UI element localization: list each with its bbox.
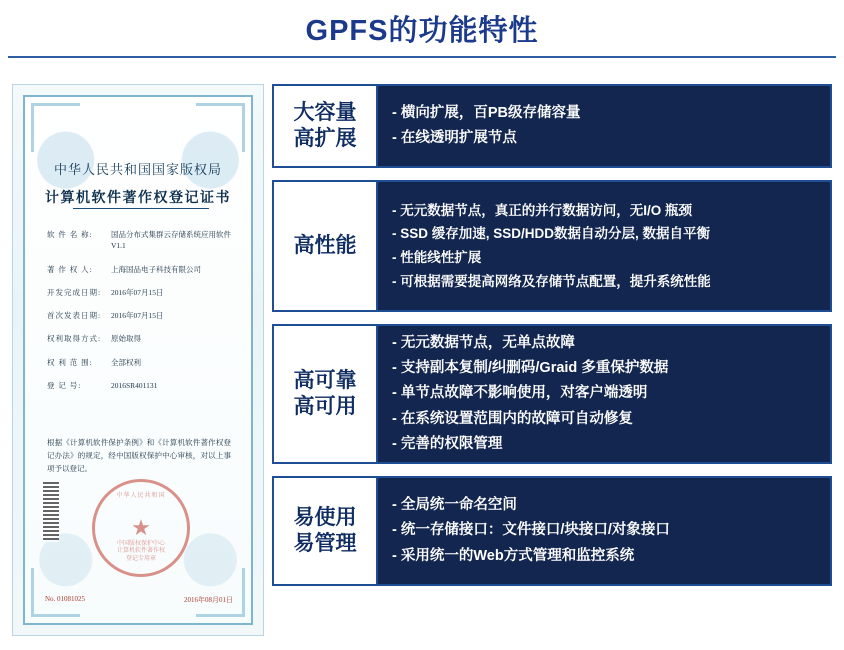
certificate-title-underline bbox=[73, 208, 209, 209]
certificate-number: No. 01081025 bbox=[45, 595, 86, 603]
certificate-fields bbox=[47, 229, 233, 403]
feature-bullet: - 完善的权限管理 bbox=[392, 436, 503, 453]
certificate-image bbox=[12, 84, 264, 636]
certificate-field-value: 原始取得 bbox=[111, 334, 141, 344]
feature-label: 高可靠 高可用 bbox=[274, 326, 378, 462]
certificate-field-label: 权利取得方式: bbox=[47, 334, 102, 344]
certificate-corner-ornament bbox=[31, 568, 80, 617]
certificate-seal bbox=[92, 479, 190, 577]
feature-row-usability bbox=[272, 476, 832, 586]
certificate-corner-ornament bbox=[196, 103, 245, 152]
certificate-field-value: 2016SR401131 bbox=[111, 380, 158, 390]
feature-body bbox=[378, 182, 830, 310]
certificate-corner-ornament bbox=[31, 103, 80, 152]
feature-bullet: - 支持副本复制/纠删码/Graid 多重保护数据 bbox=[392, 359, 669, 376]
certificate-corner-ornament bbox=[196, 568, 245, 617]
feature-bullet: - 无元数据节点，无单点故障 bbox=[392, 334, 575, 351]
certificate-field-row bbox=[47, 333, 233, 344]
certificate-title: 计算机软件著作权登记证书 bbox=[45, 191, 231, 206]
certificate-seal-bottom-text: 中国版权保护中心 计算机软件著作权 登记专用章 bbox=[116, 540, 165, 563]
certificate-field-row bbox=[47, 264, 233, 275]
feature-bullet: - SSD 缓存加速, SSD/HDD数据自动分层, 数据自平衡 bbox=[392, 226, 711, 242]
certificate-issue-date: 2016年08月01日 bbox=[184, 596, 233, 604]
certificate-seal-top-text: 中华人民共和国 bbox=[116, 493, 166, 499]
feature-bullet: - 单节点故障不影响使用，对客户端透明 bbox=[392, 385, 648, 402]
feature-list bbox=[272, 84, 832, 598]
feature-bullet: - 横向扩展，百PB级存储容量 bbox=[392, 104, 581, 121]
feature-bullet: - 无元数据节点，真正的并行数据访问，无I/O 瓶颈 bbox=[392, 202, 692, 218]
certificate-barcode bbox=[43, 482, 59, 542]
page-title: GPFS的功能特性 bbox=[305, 14, 539, 47]
feature-row-reliability bbox=[272, 324, 832, 464]
certificate-field-row bbox=[47, 310, 233, 321]
certificate-field-row bbox=[47, 357, 233, 368]
certificate-field-row bbox=[47, 380, 233, 391]
feature-bullet: - 统一存储接口：文件接口/块接口/对象接口 bbox=[392, 522, 670, 539]
certificate-field-value-main: 国品分布式集群云存储系统应用软件 bbox=[111, 230, 231, 239]
feature-label: 高性能 bbox=[274, 182, 378, 310]
certificate-field-value: 2016年07月15日 bbox=[111, 287, 164, 297]
certificate-field-value: 2016年07月15日 bbox=[111, 311, 164, 320]
certificate-field-row bbox=[47, 229, 233, 252]
feature-bullet: - 采用统一的Web方式管理和监控系统 bbox=[392, 547, 635, 564]
feature-body bbox=[378, 86, 830, 166]
certificate-field-value-sub: V1.1 bbox=[111, 241, 126, 251]
certificate-field-label: 软 件 名 称: bbox=[47, 230, 93, 239]
certificate-field-label: 登 记 号: bbox=[47, 380, 82, 390]
certificate-field-row bbox=[47, 287, 233, 298]
certificate-statement: 根据《计算机软件保护条例》和《计算机软件著作权登记办法》的规定，经中国版权保护中心审核，对以上事项予以登记。 bbox=[47, 438, 231, 473]
certificate-field-label: 开发完成日期: bbox=[47, 287, 102, 297]
feature-bullet: - 在系统设置范围内的故障可自动修复 bbox=[392, 410, 633, 427]
feature-row-performance bbox=[272, 180, 832, 312]
feature-bullet: - 可根据需要提高网络及存储节点配置，提升系统性能 bbox=[392, 273, 711, 289]
certificate-field-value bbox=[111, 229, 233, 252]
certificate-field-label: 权 利 范 围: bbox=[47, 357, 93, 367]
certificate-issuer: 中华人民共和国国家版权局 bbox=[53, 162, 222, 177]
certificate-field-label: 著 作 权 人: bbox=[47, 264, 93, 274]
title-divider bbox=[8, 56, 836, 58]
feature-bullet: - 性能线性扩展 bbox=[392, 250, 482, 265]
star-icon: ★ bbox=[131, 515, 151, 540]
feature-row-capacity bbox=[272, 84, 832, 168]
feature-label: 易使用 易管理 bbox=[274, 478, 378, 584]
feature-body bbox=[378, 326, 830, 462]
feature-body bbox=[378, 478, 830, 584]
certificate-footer bbox=[45, 595, 233, 605]
certificate-field-value: 全部权利 bbox=[111, 357, 141, 367]
feature-label: 大容量 高扩展 bbox=[274, 86, 378, 166]
feature-bullet: - 在线透明扩展节点 bbox=[392, 130, 517, 146]
page-title-container bbox=[0, 0, 844, 56]
certificate-field-value: 上海国品电子科技有限公司 bbox=[111, 264, 201, 274]
certificate-frame bbox=[23, 95, 253, 625]
feature-bullet: - 全局统一命名空间 bbox=[392, 496, 517, 513]
certificate-field-label: 首次发表日期: bbox=[47, 311, 102, 320]
